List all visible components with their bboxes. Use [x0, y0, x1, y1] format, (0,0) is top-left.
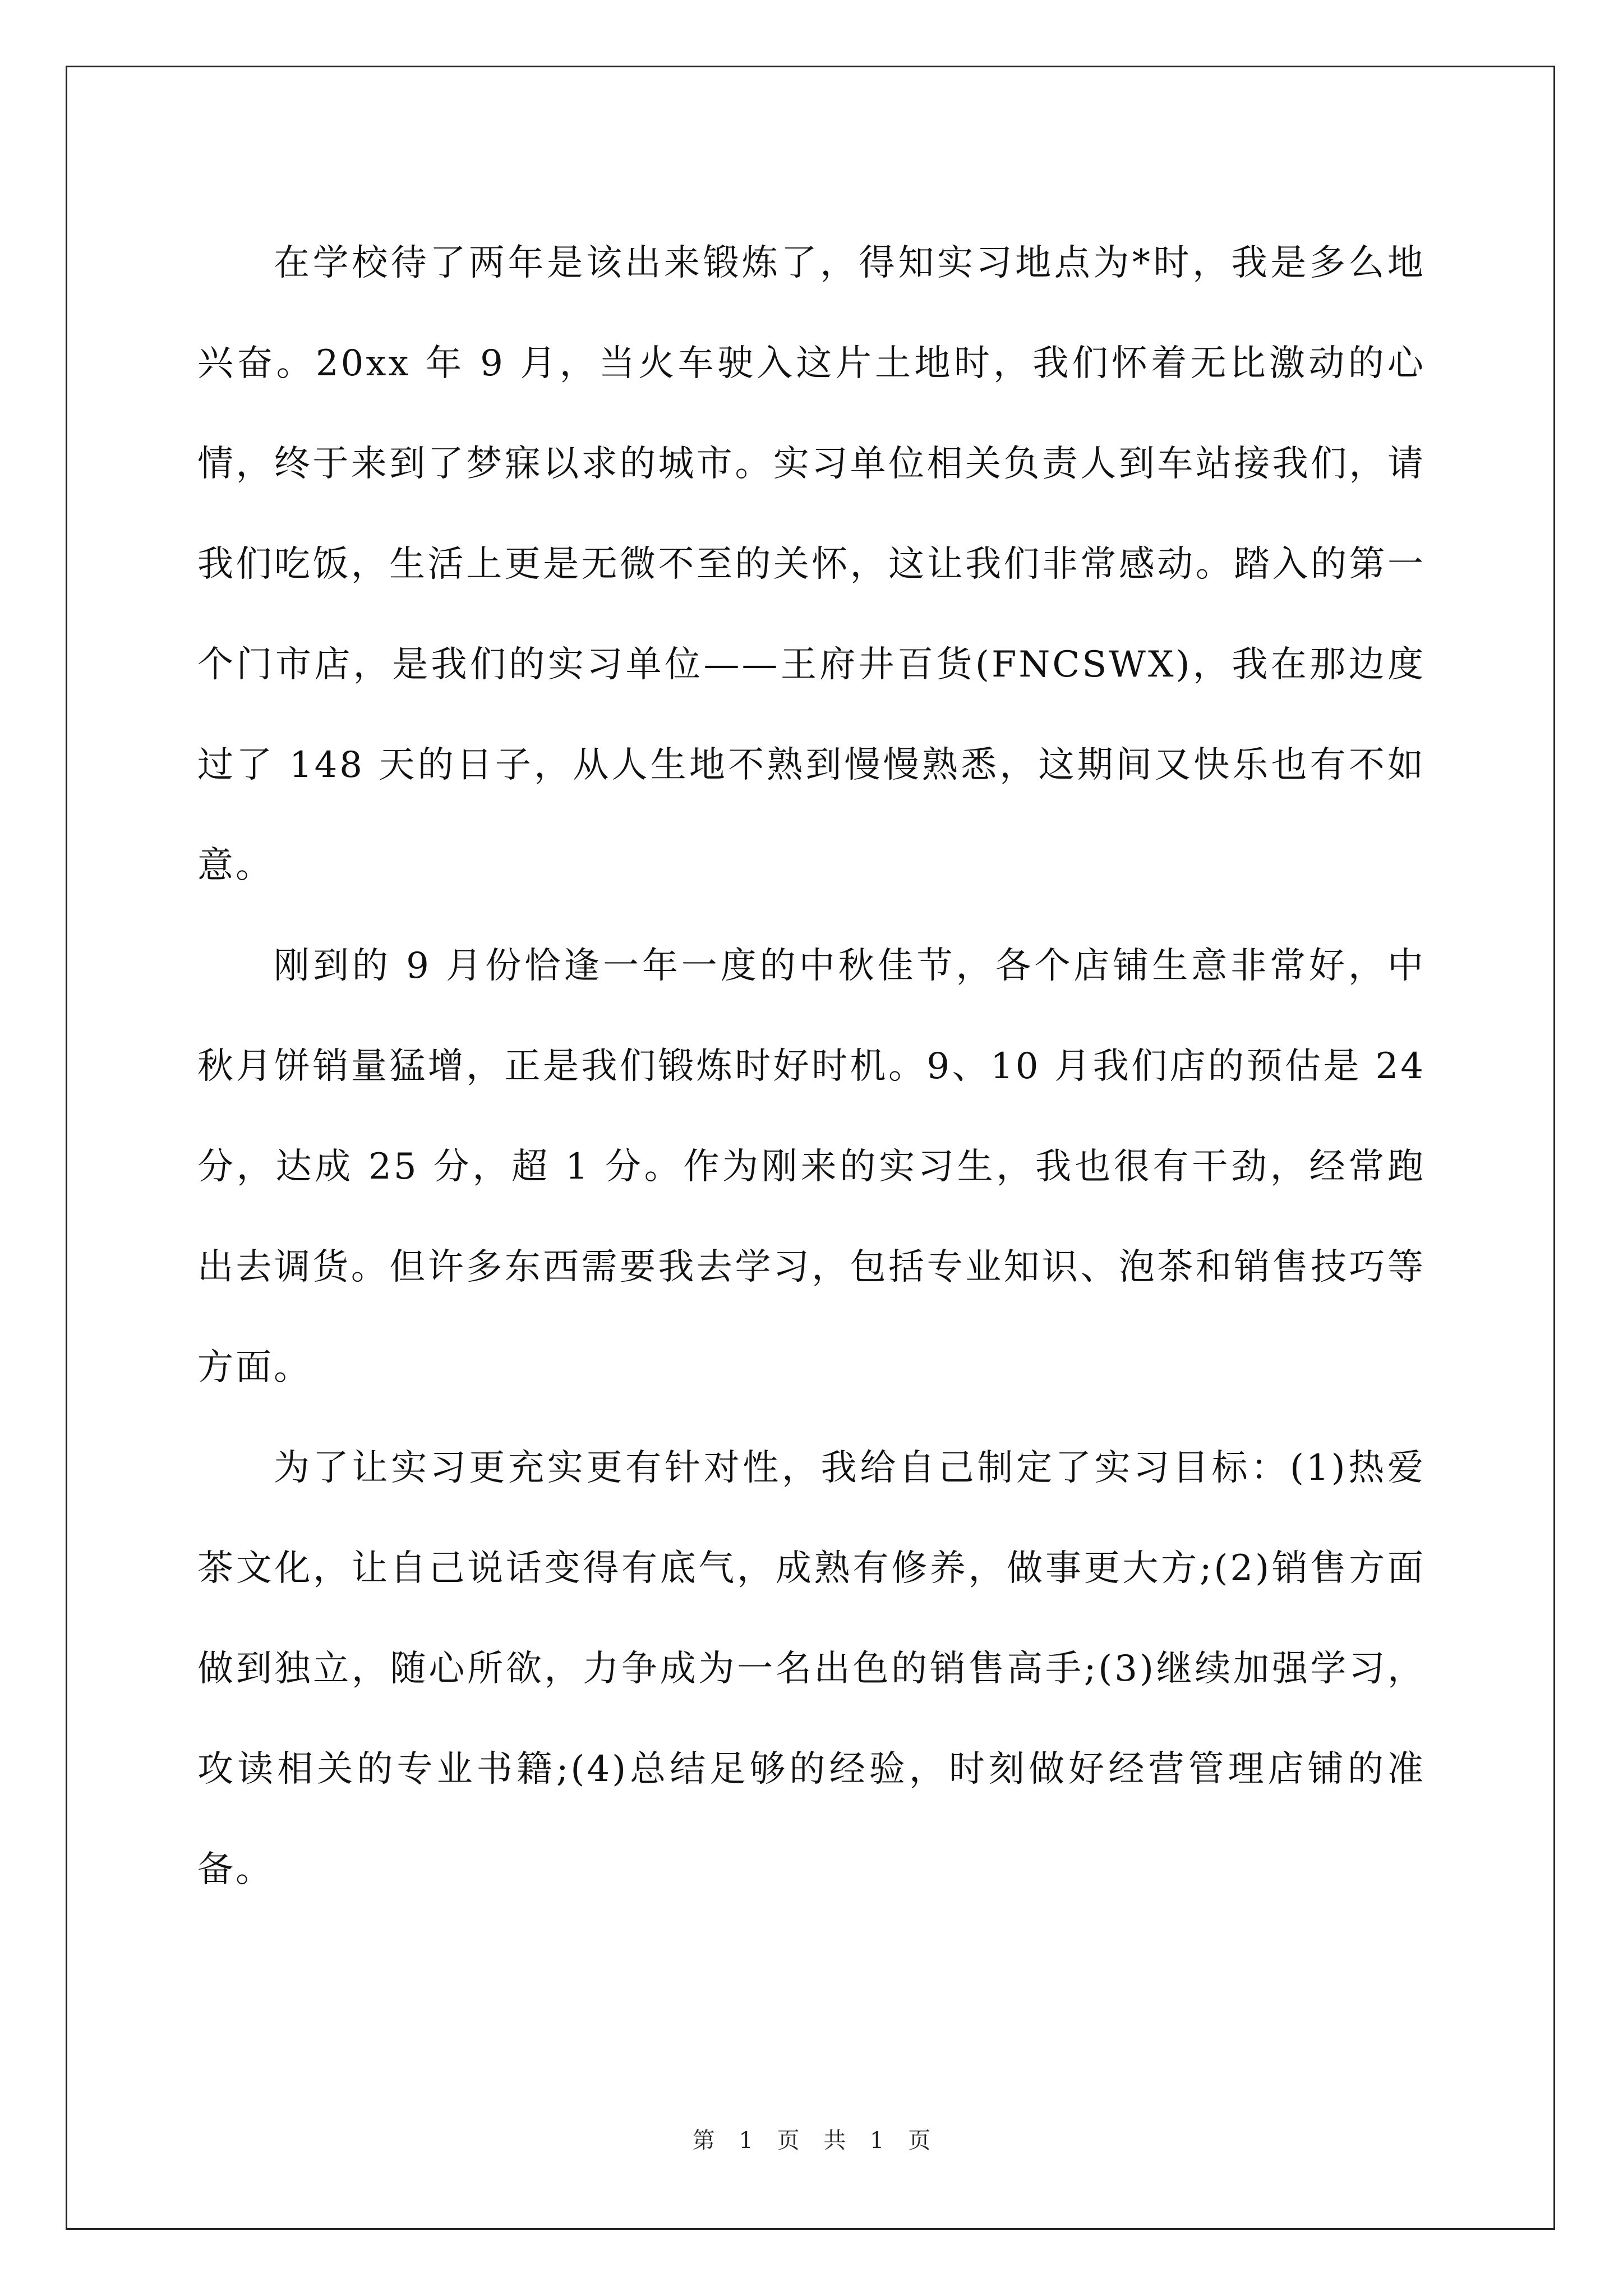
page-footer: 第 1 页 共 1 页	[692, 2128, 931, 2154]
paragraph-1: 在学校待了两年是该出来锻炼了，得知实习地点为*时，我是多么地兴奋。20xx 年 9 月，当火车驶入这片土地时，我们怀着无比激动的心情，终于来到了梦寐以求的城市。实习单位相关负责人到车站接我们，请我们吃饭，生活上更是无微不至的关怀，这让我们非常感动。踏入的第一个门市店，是我们的实习单位——王府井百货(FNCSWX)，我在那边度过了 148 天的日子，从人生地不熟到慢慢熟悉，这期间又快乐也有不如意。	[197, 242, 1426, 886]
document-body	[197, 213, 1426, 1920]
paragraph-3: 为了让实习更充实更有针对性，我给自己制定了实习目标：(1)热爱茶文化，让自己说话变得有底气，成熟有修养，做事更大方;(2)销售方面做到独立，随心所欲，力争成为一名出色的销售高手;(3)继续加强学习，攻读相关的专业书籍;(4)总结足够的经验，时刻做好经营管理店铺的准备。	[197, 1447, 1426, 1890]
paragraph-2: 刚到的 9 月份恰逢一年一度的中秋佳节，各个店铺生意非常好，中秋月饼销量猛增，正是我们锻炼时好时机。9、10 月我们店的预估是 24 分，达成 25 分，超 1 分。作为刚来的实习生，我也很有干劲，经常跑出去调货。但许多东西需要我去学习，包括专业知识、泡茶和销售技巧等方面。	[197, 945, 1426, 1388]
